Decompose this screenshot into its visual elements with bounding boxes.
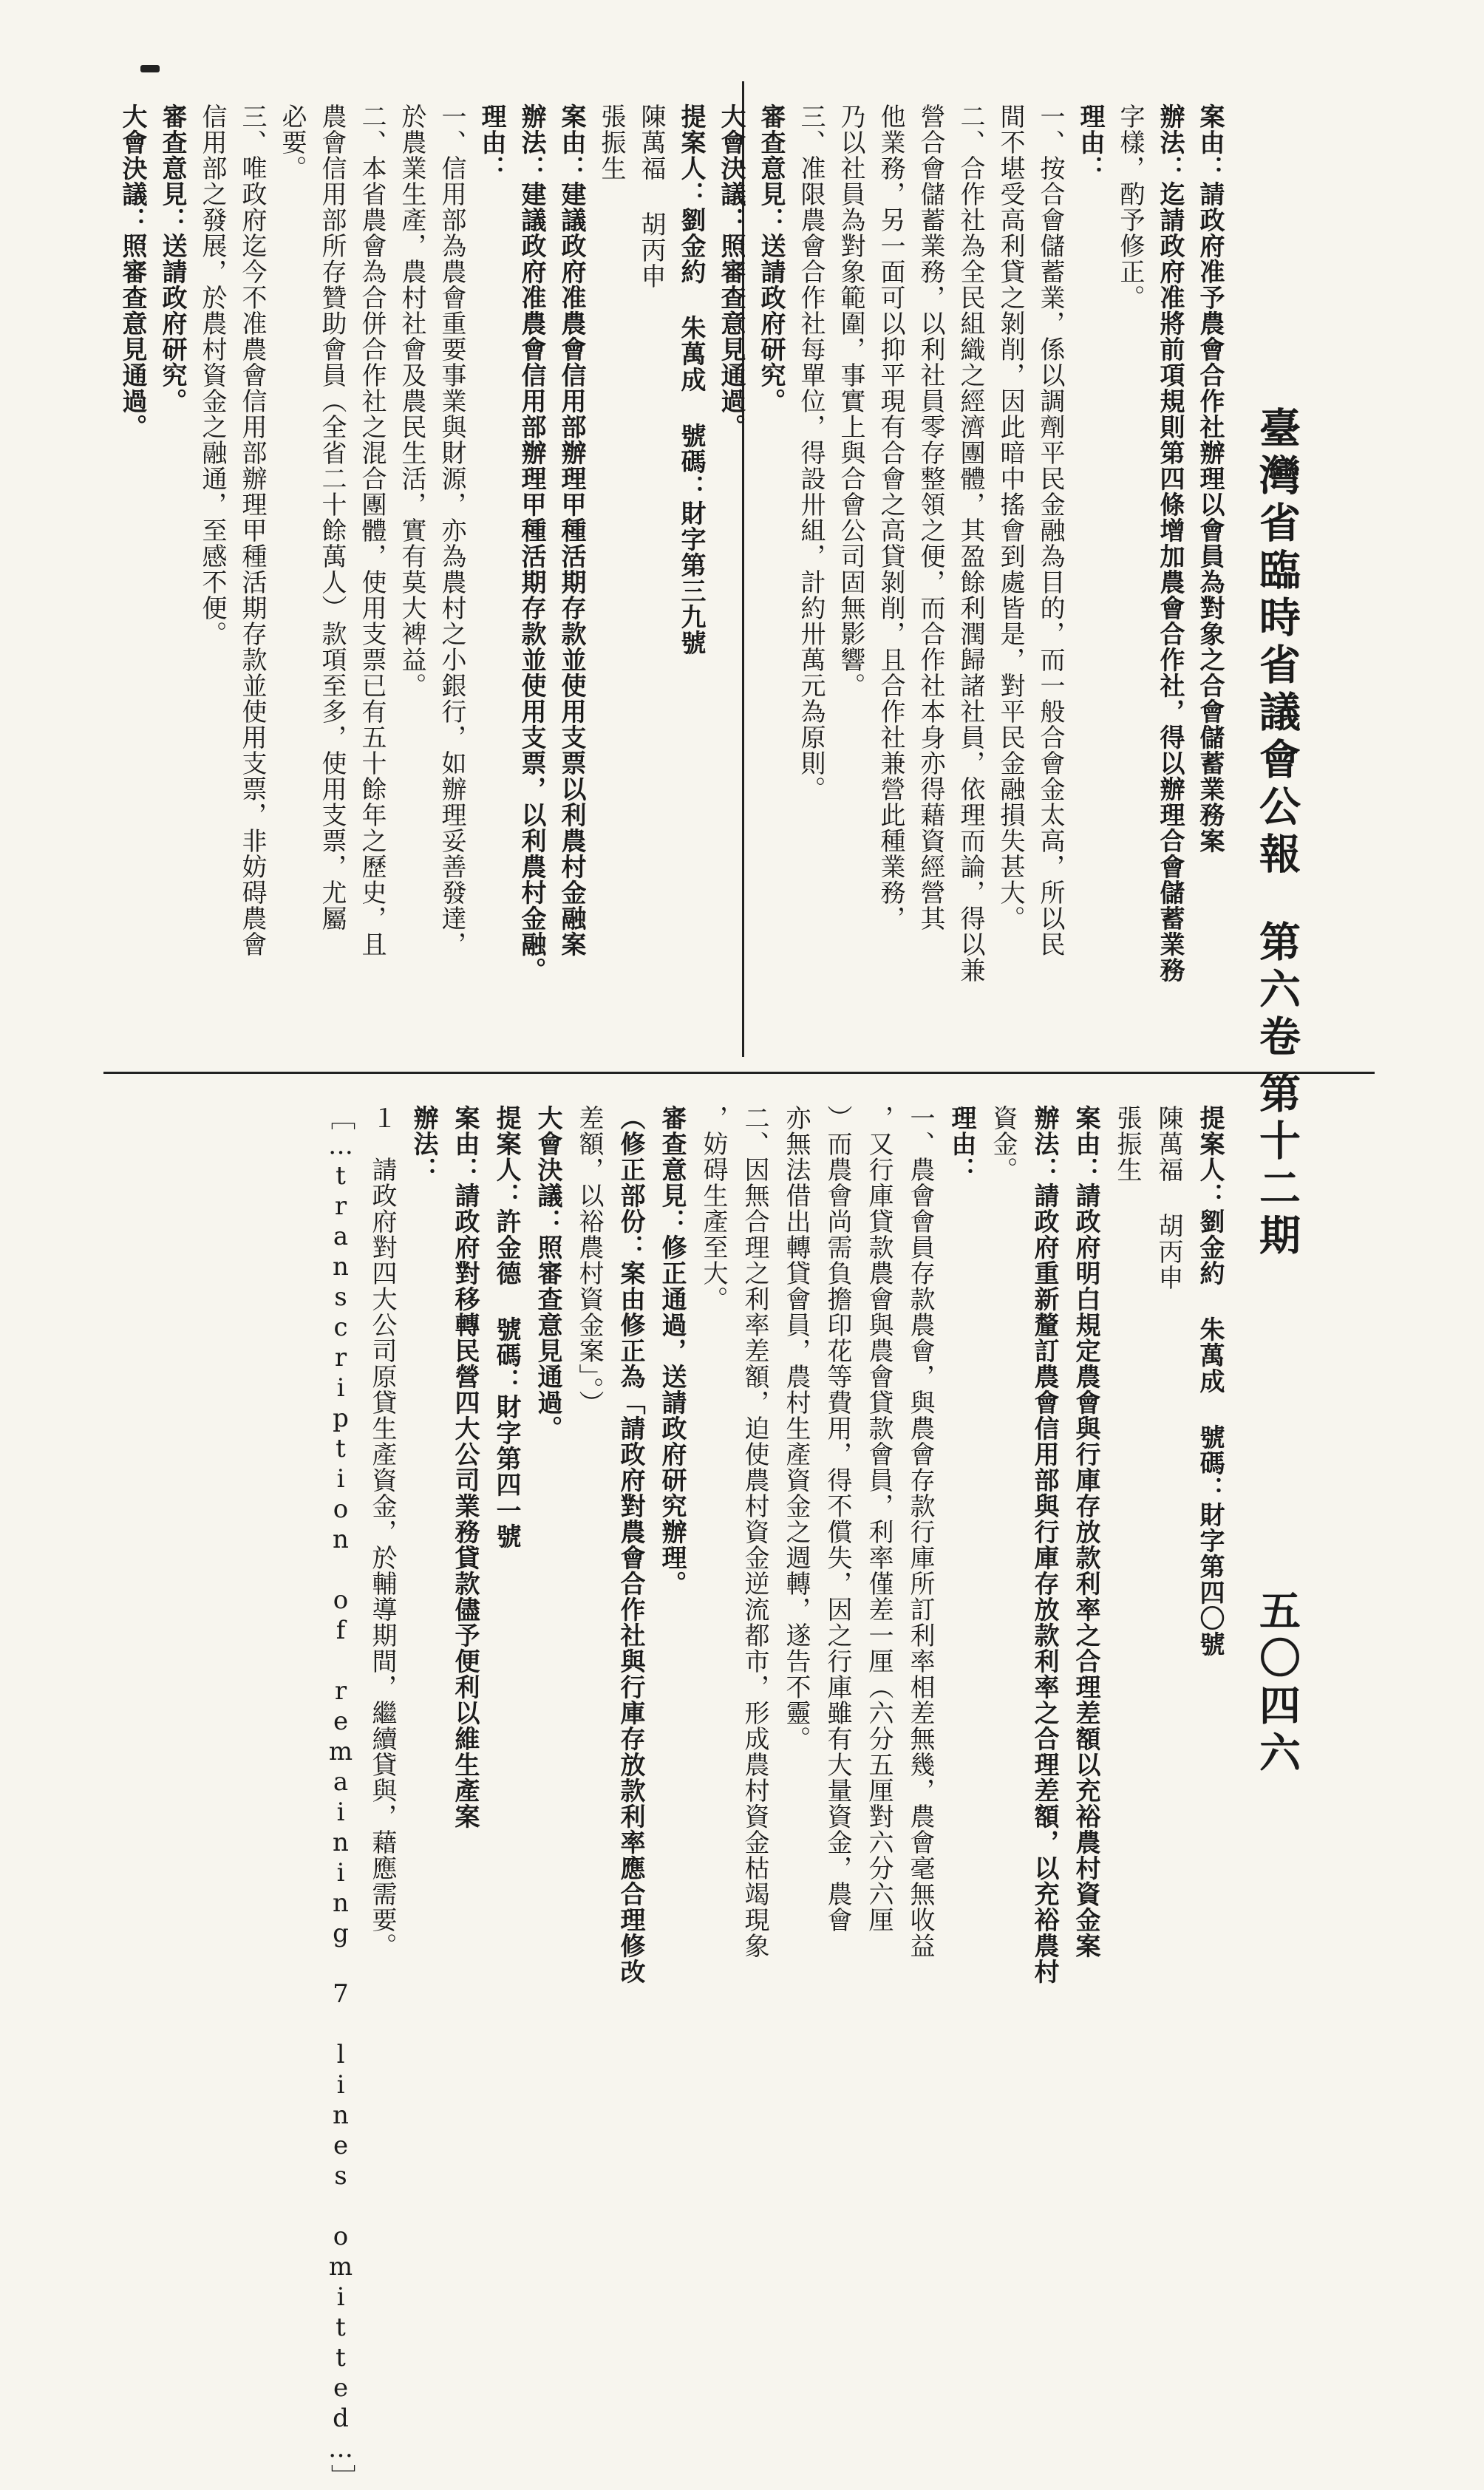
upper-text-column: 一、信用部為農會重要事業與財源，亦為農村之小銀行，如辦理妥善發達，	[437, 103, 466, 957]
lower-text-column: 案由：請政府明白規定農會與行庫存放款利率之合理差額以充裕農村資金案	[1071, 1105, 1100, 1959]
lower-text-column: 提案人：劉金約 朱萬成 號碼：財字第四〇號	[1195, 1105, 1225, 1657]
page-title: 臺灣省臨時省議會公報	[1253, 407, 1301, 880]
lower-text-column: 提案人：許金德 號碼：財字第四一號	[491, 1105, 521, 1549]
upper-text-column: 案由：建議政府准農會信用部辦理甲種活期存款並使用支票以利農村金融案	[556, 103, 586, 957]
upper-text-column: 信用部之發展，於農村資金之融通，至感不便。	[197, 103, 227, 647]
issue-label: 第十二期	[1253, 1072, 1301, 1261]
upper-text-column: 間不堪受高利貸之剝削，因此暗中搖會到處皆是，對平民金融損失甚大。	[995, 103, 1025, 931]
lower-text-column: 一、農會會員存款農會，與農會存款行庫所訂利率相差無幾，農會毫無收益	[905, 1105, 935, 1959]
upper-text-column: 三、唯政府迄今不准農會信用部辦理甲種活期存款並使用支票，非妨碍農會	[237, 103, 267, 957]
lower-text-column: ）而農會尚需負擔印花等費用，得不償失，因之行庫雖有大量資金，農會	[823, 1105, 852, 1933]
upper-text-column: 辦法：建議政府准農會信用部辦理甲種活期存款並使用支票，以利農村金融。	[517, 103, 546, 983]
upper-text-column: 一、按合會儲蓄業，係以調劑平民金融為目的，而一般合會金太高，所以民	[1035, 103, 1065, 957]
upper-text-column: 理由：	[1075, 103, 1105, 181]
lower-text-column: 大會決議：照審查意見通過。	[533, 1105, 562, 1441]
upper-text-column: 張振生	[596, 103, 626, 181]
upper-text-column: 理由：	[477, 103, 506, 181]
lower-text-column: 資金。	[988, 1105, 1018, 1183]
upper-text-column: 他業務，另一面可以抑平現有合會之高貸剝削，且合作社兼營此種業務，	[876, 103, 905, 931]
lower-text-column: 亦無法借出轉貸會員，農村生產資金之週轉，遂告不靈。	[781, 1105, 811, 1752]
upper-text-column: 大會決議：照審查意見通過。	[118, 103, 147, 440]
upper-text-column: 大會決議：照審查意見通過。	[716, 103, 746, 440]
lower-text-column: ［…transcription of remaining 7 lines omitted…］	[326, 1105, 355, 2490]
upper-text-column: 農會信用部所存贊助會員（全省二十餘萬人）款項至多，使用支票，尤屬	[317, 103, 347, 931]
upper-text-column: 字樣，酌予修正。	[1115, 103, 1145, 310]
upper-text-column: 二、合作社為全民組織之經濟團體，其盈餘利潤歸諸社員，依理而論，得以兼	[956, 103, 985, 983]
lower-text-column: 審查意見：修正通過，送請政府研究辦理。	[657, 1105, 687, 1596]
upper-text-column: 審查意見：送請政府研究。	[157, 103, 187, 414]
page-number: 五〇四六	[1253, 1589, 1301, 1778]
upper-text-column: 辦法：迄請政府准將前項規則第四條增加農會合作社，得以辦理合會儲蓄業務	[1155, 103, 1185, 983]
upper-text-column: 陳萬福 胡丙申	[636, 103, 666, 289]
upper-text-column: 二、本省農會為合併合作社之混合團體，使用支票已有五十餘年之歷史，且	[357, 103, 387, 957]
lower-text-column: 案由：請政府對移轉民營四大公司業務貸款儘予便利以維生產案	[450, 1105, 480, 1829]
punch-mark	[140, 65, 160, 72]
lower-text-column: １ 請政府對四大公司原貸生產資金，於輔導期間，繼續貸與，藉應需要。	[367, 1105, 397, 1959]
section-divider	[103, 1072, 1375, 1074]
lower-text-column: 張振生	[1112, 1105, 1142, 1183]
lower-text-column: 差額，以裕農村資金案」。）	[574, 1105, 604, 1416]
upper-text-column: 審查意見：送請政府研究。	[756, 103, 786, 414]
upper-text-column: 提案人：劉金約 朱萬成 號碼：財字第三九號	[676, 103, 706, 656]
lower-text-column: ，妨碍生產至大。	[698, 1105, 728, 1312]
lower-text-column: 二、因無合理之利率差額，迫使農村資金逆流都市，形成農村資金枯竭現象	[740, 1105, 769, 1959]
upper-text-column: 必要。	[277, 103, 307, 181]
lower-text-column: ，又行庫貸款農會與農會貸款會員，利率僅差一厘（六分五厘對六分六厘	[864, 1105, 894, 1933]
lower-text-column: 理由：	[947, 1105, 976, 1183]
lower-text-column: 辦法：請政府重新釐訂農會信用部與行庫存放款利率之合理差額，以充裕農村	[1029, 1105, 1059, 1984]
upper-text-column: 於農業生產，農村社會及農民生活，實有莫大裨益。	[397, 103, 426, 698]
upper-text-column: 三、准限農會合作社每單位，得設卅組，計約卅萬元為原則。	[796, 103, 826, 802]
lower-text-column: 陳萬福 胡丙申	[1154, 1105, 1183, 1290]
volume-label: 第六卷	[1253, 920, 1301, 1062]
lower-text-column: 辦法：	[409, 1105, 438, 1183]
lower-text-column: （修正部份：案由修正為「請政府對農會合作社與行庫存放款利率應合理修改	[616, 1105, 645, 1984]
upper-text-column: 營合會儲蓄業務，以利社員零存整領之便，而合作社本身亦得藉資經營其	[916, 103, 945, 931]
upper-text-column: 乃以社員為對象範圍，事實上與合會公司固無影響。	[836, 103, 865, 698]
upper-text-column: 案由：請政府准予農會合作社辦理以會員為對象之合會儲蓄業務案	[1195, 103, 1225, 854]
